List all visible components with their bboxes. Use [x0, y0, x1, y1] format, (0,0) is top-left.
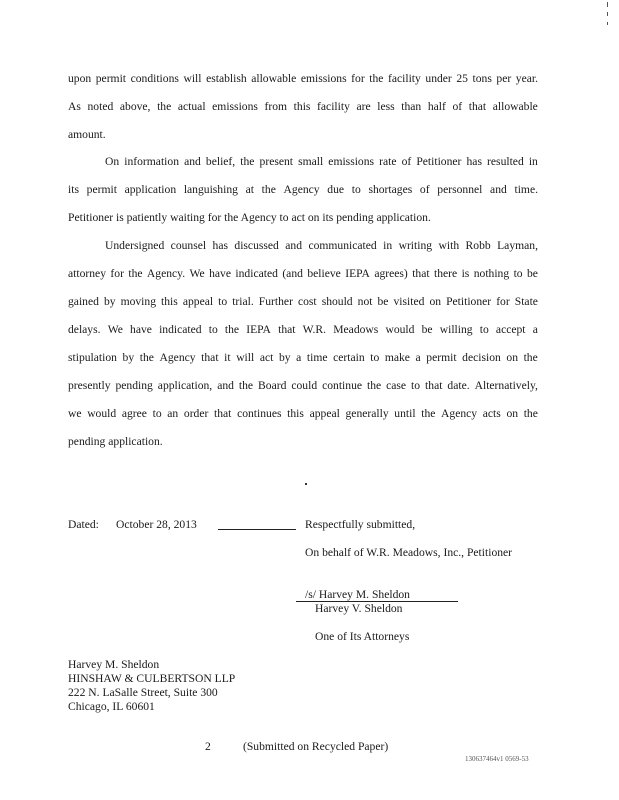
- word: at: [245, 183, 254, 196]
- word: by: [278, 351, 291, 364]
- word: On: [105, 155, 120, 168]
- word: Agency: [159, 351, 196, 364]
- body-line: Petitioner is patiently waiting for the Agency to act on its pending application.: [68, 211, 431, 224]
- date-value: October 28, 2013: [116, 518, 197, 531]
- word: certain: [333, 351, 365, 364]
- page-number: 2: [205, 740, 211, 753]
- body-line: [68, 351, 538, 364]
- word: As: [68, 100, 81, 113]
- word: languishing: [183, 183, 238, 196]
- word: delays.: [68, 323, 101, 336]
- word: not: [357, 295, 373, 308]
- word: to: [152, 407, 162, 420]
- word: case: [386, 379, 407, 392]
- body-line: [105, 239, 538, 252]
- word: permit: [86, 183, 117, 196]
- word: and: [184, 155, 201, 168]
- word: the: [139, 351, 154, 364]
- respectfully-submitted: Respectfully submitted,: [305, 518, 416, 531]
- word: be: [527, 267, 538, 280]
- word: resulted: [487, 155, 524, 168]
- word: a: [532, 323, 538, 336]
- word: establish: [206, 72, 247, 85]
- body-line: pending application.: [68, 435, 163, 448]
- word: to: [479, 323, 489, 336]
- word: State: [514, 295, 538, 308]
- word: communicated: [308, 239, 377, 252]
- word: stipulation: [68, 351, 117, 364]
- word: (and: [282, 267, 303, 280]
- word: on: [429, 295, 442, 308]
- word: Further: [258, 295, 293, 308]
- word: date.: [447, 379, 470, 392]
- scan-edge-mark: [607, 22, 608, 25]
- word: its: [68, 183, 79, 196]
- word: would: [385, 323, 415, 336]
- word: a: [415, 351, 421, 364]
- address-line: Harvey M. Sheldon: [68, 658, 160, 671]
- word: order: [183, 407, 209, 420]
- word: the: [238, 379, 254, 392]
- word: to: [218, 295, 228, 308]
- scan-speck: [305, 483, 307, 485]
- word: half: [427, 100, 446, 113]
- word: than: [401, 100, 422, 113]
- word: time.: [514, 183, 538, 196]
- word: on: [506, 407, 519, 420]
- word: application: [124, 183, 177, 196]
- word: generally: [345, 407, 389, 420]
- word: continue: [322, 379, 363, 392]
- address-line: 222 N. LaSalle Street, Suite 300: [68, 686, 218, 699]
- word: counsel: [170, 239, 207, 252]
- recycled-paper-note: (Submitted on Recycled Paper): [243, 740, 389, 753]
- word: that: [412, 267, 430, 280]
- word: the: [421, 407, 436, 420]
- word: permit: [426, 351, 457, 364]
- word: to: [370, 351, 380, 364]
- word: and: [217, 379, 234, 392]
- word: for: [110, 267, 124, 280]
- electronic-signature: /s/ Harvey M. Sheldon: [305, 588, 410, 601]
- document-id: 130637464v1 0569-53: [465, 755, 529, 763]
- word: appeal: [182, 295, 214, 308]
- word: emissions: [328, 155, 375, 168]
- word: gained: [68, 295, 99, 308]
- word: indicated: [159, 323, 202, 336]
- word: the: [523, 351, 538, 364]
- word: with: [438, 239, 460, 252]
- word: nothing: [473, 267, 510, 280]
- word: actual: [177, 100, 206, 113]
- word: Petitioner: [416, 155, 462, 168]
- word: to: [208, 323, 218, 336]
- word: Agency: [283, 183, 320, 196]
- word: attorney: [68, 267, 106, 280]
- word: that: [278, 323, 296, 336]
- word: We: [107, 323, 123, 336]
- word: be: [377, 295, 389, 308]
- word: emissions: [300, 72, 347, 85]
- word: has: [466, 155, 482, 168]
- word: has: [212, 239, 228, 252]
- word: Agency.: [146, 267, 186, 280]
- word: Layman,: [497, 239, 538, 252]
- word: discussed: [234, 239, 279, 252]
- word: acts: [482, 407, 501, 420]
- word: have: [130, 323, 152, 336]
- word: until: [394, 407, 416, 420]
- word: that: [201, 351, 219, 364]
- word: agree: [121, 407, 147, 420]
- word: on: [506, 351, 518, 364]
- word: could: [291, 379, 318, 392]
- word: rate: [379, 155, 397, 168]
- word: IEPA: [246, 323, 271, 336]
- word: per: [496, 72, 512, 85]
- word: the: [157, 100, 172, 113]
- word: of: [452, 100, 463, 113]
- word: permit: [95, 72, 127, 85]
- body-line: [68, 72, 538, 85]
- word: and: [490, 183, 507, 196]
- word: an: [167, 407, 179, 420]
- body-line: [68, 407, 538, 420]
- word: pending: [115, 379, 153, 392]
- word: the: [523, 407, 538, 420]
- word: less: [377, 100, 395, 113]
- word: this: [161, 295, 178, 308]
- word: in: [528, 155, 538, 168]
- word: willing: [439, 323, 473, 336]
- word: trial.: [232, 295, 254, 308]
- word: the: [261, 183, 276, 196]
- word: make: [384, 351, 410, 364]
- word: have: [209, 267, 231, 280]
- word: Alternatively,: [474, 379, 538, 392]
- word: believe: [307, 267, 341, 280]
- word: time: [306, 351, 328, 364]
- word: Robb: [465, 239, 491, 252]
- date-underline: [218, 529, 296, 530]
- word: emissions: [212, 100, 258, 113]
- word: allowable: [251, 72, 297, 85]
- word: we: [68, 407, 82, 420]
- word: indicated: [235, 267, 278, 280]
- word: moving: [120, 295, 156, 308]
- body-line: [68, 323, 538, 336]
- word: to: [411, 379, 421, 392]
- word: facility: [317, 100, 350, 113]
- word: cost: [297, 295, 317, 308]
- body-line: [105, 155, 538, 168]
- body-line: [68, 379, 538, 392]
- word: the: [369, 72, 384, 85]
- signer-name: Harvey V. Sheldon: [315, 602, 403, 615]
- word: small: [298, 155, 324, 168]
- word: Petitioner: [446, 295, 492, 308]
- word: will: [183, 72, 202, 85]
- word: present: [259, 155, 294, 168]
- word: would: [87, 407, 117, 420]
- word: should: [321, 295, 353, 308]
- word: there: [434, 267, 458, 280]
- word: presently: [68, 379, 111, 392]
- word: information: [124, 155, 179, 168]
- word: the: [366, 379, 382, 392]
- word: and: [285, 239, 303, 252]
- body-line: [68, 183, 538, 196]
- word: under: [425, 72, 452, 85]
- word: application,: [157, 379, 213, 392]
- word: 25: [456, 72, 468, 85]
- word: year.: [515, 72, 538, 85]
- word: from: [264, 100, 288, 113]
- word: the: [128, 267, 143, 280]
- body-line: [68, 100, 538, 113]
- word: this: [287, 407, 304, 420]
- word: personnel: [437, 183, 483, 196]
- word: of: [419, 183, 430, 196]
- address-line: HINSHAW & CULBERTSON LLP: [68, 672, 236, 685]
- word: to: [513, 267, 523, 280]
- word: Meadows: [333, 323, 379, 336]
- word: in: [383, 239, 393, 252]
- word: that: [425, 379, 443, 392]
- word: to: [351, 183, 361, 196]
- word: We: [189, 267, 205, 280]
- address-line: Chicago, IL 60601: [68, 700, 155, 713]
- word: for: [496, 295, 510, 308]
- word: noted: [87, 100, 114, 113]
- attorney-role: One of Its Attorneys: [315, 630, 410, 643]
- dated-label: Dated:: [68, 518, 99, 531]
- word: will: [236, 351, 255, 364]
- word: for: [351, 72, 365, 85]
- word: of: [401, 155, 412, 168]
- word: W.R.: [302, 323, 327, 336]
- word: visited: [393, 295, 425, 308]
- word: above,: [119, 100, 151, 113]
- word: shortages: [368, 183, 413, 196]
- on-behalf-of: On behalf of W.R. Meadows, Inc., Petitioner: [305, 546, 513, 559]
- word: Undersigned: [105, 239, 165, 252]
- scan-edge-mark: [607, 12, 608, 16]
- word: by: [122, 351, 135, 364]
- word: be: [421, 323, 433, 336]
- word: the: [224, 323, 240, 336]
- word: belief,: [205, 155, 236, 168]
- word: a: [296, 351, 302, 364]
- word: this: [293, 100, 311, 113]
- word: are: [356, 100, 371, 113]
- word: act: [259, 351, 274, 364]
- word: conditions: [130, 72, 179, 85]
- word: that: [214, 407, 232, 420]
- word: it: [224, 351, 231, 364]
- word: Board: [258, 379, 287, 392]
- word: continues: [237, 407, 282, 420]
- body-line: [68, 267, 538, 280]
- scan-edge-mark: [607, 2, 608, 7]
- word: writing: [398, 239, 433, 252]
- word: due: [327, 183, 345, 196]
- word: is: [461, 267, 470, 280]
- word: facility: [387, 72, 421, 85]
- word: Agency: [441, 407, 478, 420]
- word: decision: [462, 351, 501, 364]
- body-line: [68, 295, 538, 308]
- word: allowable: [492, 100, 538, 113]
- body-line: amount.: [68, 128, 106, 141]
- word: the: [240, 155, 255, 168]
- word: accept: [495, 323, 526, 336]
- word: tons: [472, 72, 492, 85]
- word: that: [468, 100, 487, 113]
- word: by: [103, 295, 116, 308]
- word: upon: [68, 72, 92, 85]
- word: IEPA: [345, 267, 370, 280]
- word: agrees): [374, 267, 408, 280]
- word: appeal: [309, 407, 340, 420]
